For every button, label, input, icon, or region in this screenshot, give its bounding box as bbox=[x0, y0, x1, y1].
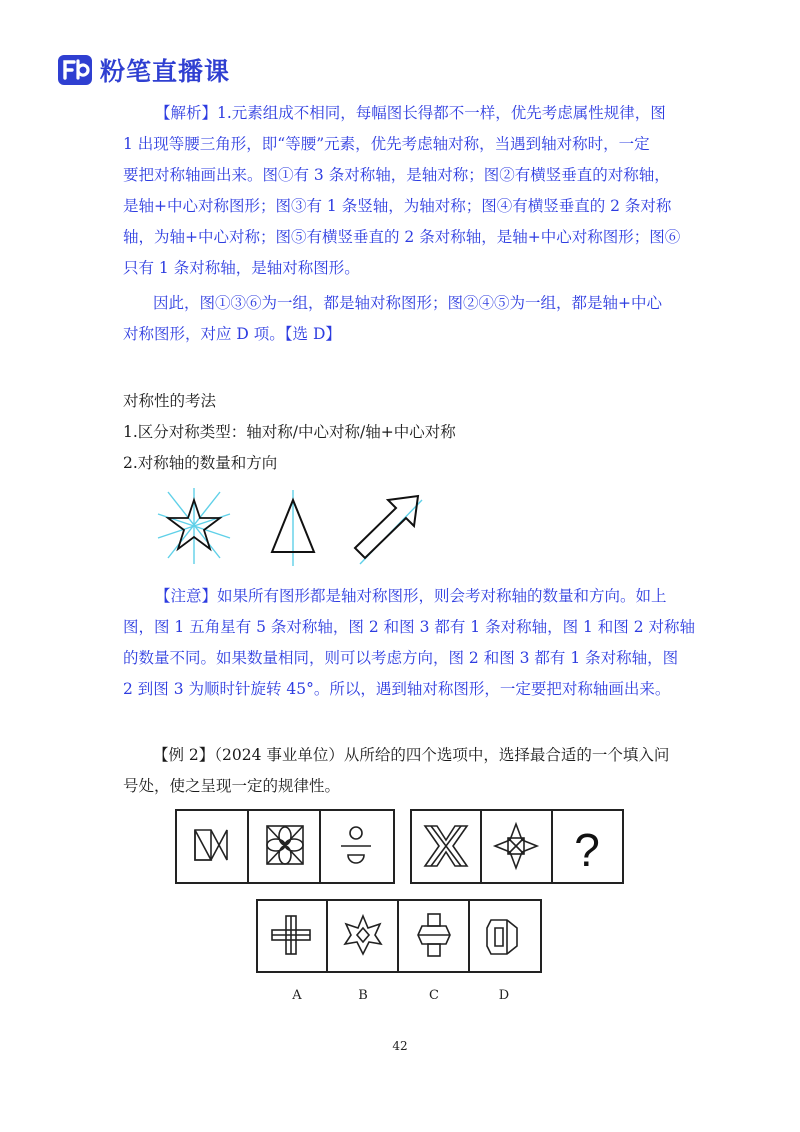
option-d-label[interactable]: D bbox=[498, 988, 510, 1003]
question-mark: ? bbox=[574, 824, 600, 876]
page-number: 42 bbox=[392, 1039, 408, 1053]
method-title: 对称性的考法 bbox=[123, 392, 217, 410]
method-section bbox=[123, 386, 683, 479]
option-c-shape[interactable] bbox=[418, 914, 450, 956]
conclusion-line: 对称图形，对应 D 项。【选 D】 bbox=[123, 325, 341, 343]
figure-5-shape bbox=[495, 824, 537, 868]
analysis-line: 【解析】1.元素组成不相同，每幅图长得都不一样，优先考虑属性规律，图 bbox=[155, 104, 666, 122]
option-b-shape[interactable] bbox=[345, 916, 381, 954]
option-a-shape[interactable] bbox=[272, 916, 310, 954]
brand-name: 粉笔直播课 bbox=[100, 57, 231, 86]
note-line: 的数量不同。如果数量相同，则可以考虑方向，图 2 和图 3 都有 1 条对称轴，图 bbox=[123, 649, 679, 667]
analysis-line: 是轴+中心对称图形；图③有 1 条竖轴，为轴对称；图④有横竖垂直的 2 条对称 bbox=[123, 197, 672, 215]
method-item: 1.区分对称类型：轴对称/中心对称/轴+中心对称 bbox=[123, 423, 456, 441]
conclusion-paragraph bbox=[123, 288, 683, 350]
analysis-line: 1 出现等腰三角形，即“等腰”元素，优先考虑轴对称，当遇到轴对称时，一定 bbox=[123, 135, 650, 153]
question-figure-row bbox=[175, 808, 625, 886]
analysis-line: 轴，为轴+中心对称；图⑤有横竖垂直的 2 条对称轴，是轴+中心对称图形；图⑥ bbox=[123, 228, 681, 246]
figure-4-shape bbox=[425, 826, 467, 866]
analysis-paragraph bbox=[123, 98, 683, 284]
fb-logo-icon bbox=[58, 55, 92, 85]
symmetry-axis-figure bbox=[150, 486, 430, 568]
note-line: 2 到图 3 为顺时针旋转 45°。所以，遇到轴对称图形，一定要把对称轴画出来。 bbox=[123, 680, 671, 698]
star-icon bbox=[158, 488, 230, 564]
triangle-icon bbox=[272, 490, 314, 566]
example-paragraph bbox=[123, 740, 683, 802]
analysis-line: 只有 1 条对称轴，是轴对称图形。 bbox=[123, 259, 360, 277]
conclusion-line: 因此，图①③⑥为一组，都是轴对称图形；图②④⑤为一组，都是轴+中心 bbox=[153, 294, 662, 312]
example-line: 号处，使之呈现一定的规律性。 bbox=[123, 777, 341, 795]
option-a-label[interactable]: A bbox=[292, 988, 302, 1003]
note-paragraph bbox=[123, 581, 696, 705]
arrow-icon bbox=[355, 496, 422, 564]
analysis-line: 要把对称轴画出来。图①有 3 条对称轴，是轴对称；图②有横竖垂直的对称轴， bbox=[123, 166, 670, 184]
figure-2-shape bbox=[267, 826, 303, 864]
note-line: 图，图 1 五角星有 5 条对称轴，图 2 和图 3 都有 1 条对称轴，图 1 和图 2 对称轴 bbox=[123, 618, 696, 636]
note-line: 【注意】如果所有图形都是轴对称图形，则会考对称轴的数量和方向。如上 bbox=[155, 587, 667, 605]
option-b-label[interactable]: B bbox=[358, 988, 368, 1003]
figure-3-shape bbox=[341, 827, 371, 863]
method-item: 2.对称轴的数量和方向 bbox=[123, 454, 278, 472]
option-d-shape[interactable] bbox=[487, 920, 517, 954]
options-figure-row bbox=[255, 898, 543, 974]
option-c-label[interactable]: C bbox=[429, 988, 439, 1003]
example-line: 【例 2】（2024 事业单位）从所给的四个选项中，选择最合适的一个填入问 bbox=[153, 746, 670, 764]
figure-1-shape bbox=[195, 830, 227, 860]
brand-logo bbox=[58, 52, 230, 88]
